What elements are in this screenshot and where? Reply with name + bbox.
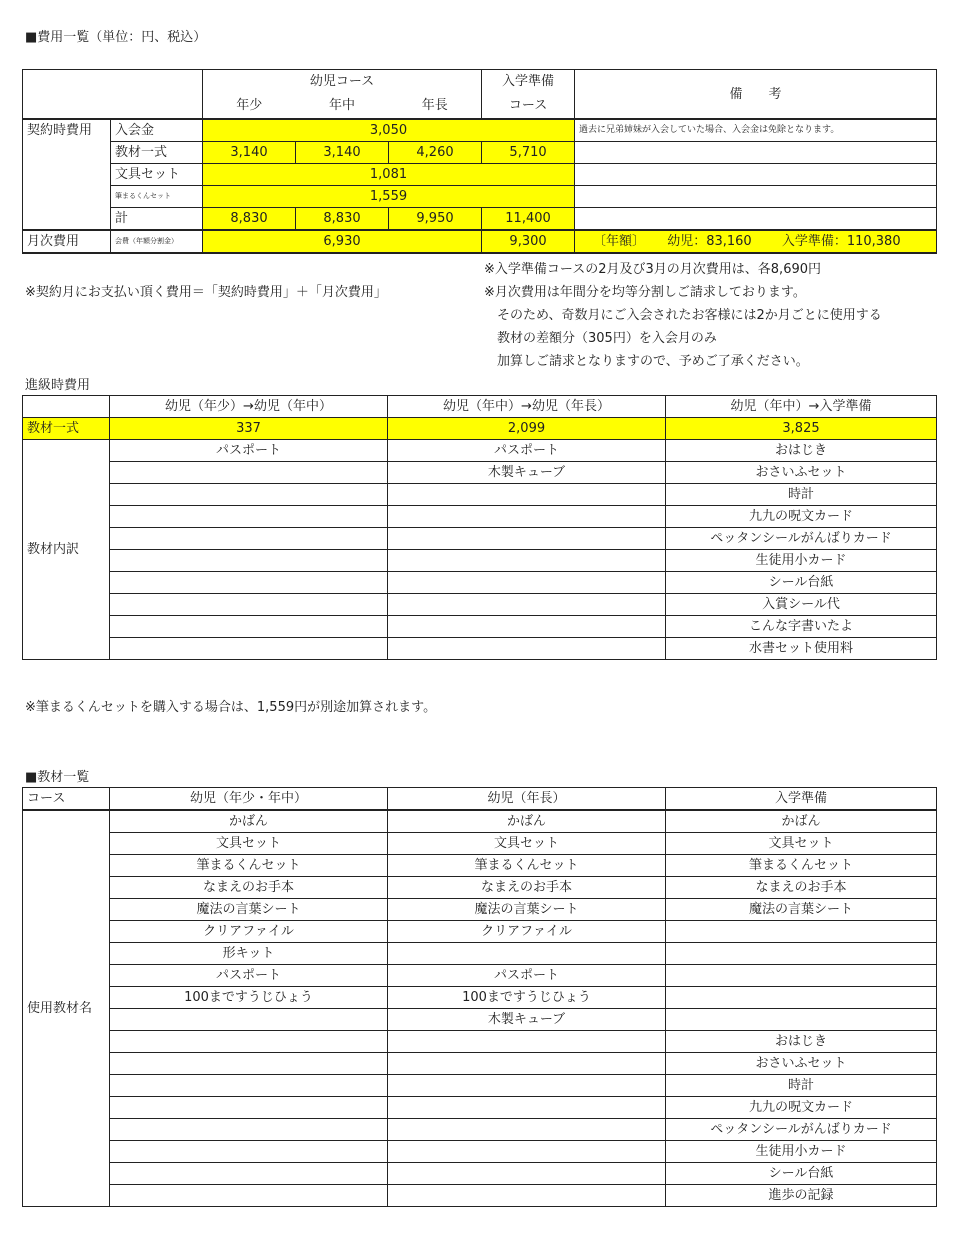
total-label: 計 [111,208,203,231]
materials-row-cell: 進歩の記録 [666,1185,937,1207]
promo-row [23,462,937,484]
promo-row-cell: 九九の呪文カード [666,506,937,528]
materials-table [22,787,937,1207]
materials-col-3: 入学準備 [666,788,937,811]
promo-table [22,395,937,660]
materials-row-cell: おさいふセット [666,1053,937,1075]
monthly-v1: 6,930 [203,230,482,253]
materials-row-cell: 筆まるくんセット [110,855,388,877]
materials-row-cell [110,1075,388,1097]
materials-row [23,1075,937,1097]
promo-set-2: 2,099 [388,418,666,440]
promo-row [23,528,937,550]
promo-row-cell [110,528,388,550]
promo-row [23,616,937,638]
year-junior: 年少 [203,94,296,119]
promo-row-cell [110,506,388,528]
note-4: そのため、奇数月にご入会されたお客様には2か月ごとに使用する [497,308,882,323]
materials-row-cell: 文具セット [388,833,666,855]
promo-col-1: 幼児（年少）→幼児（年中） [110,396,388,418]
promo-set-3: 3,825 [666,418,937,440]
materials-row-cell: おはじき [666,1031,937,1053]
fee-table [22,69,937,254]
promo-row-cell [110,462,388,484]
materials-label: 教材一式 [111,142,203,164]
materials-row-cell [110,1009,388,1031]
materials-row-cell [388,1097,666,1119]
materials-row-cell: 九九の呪文カード [666,1097,937,1119]
enroll-remark: 過去に兄弟姉妹が入会していた場合、入会金は免除となります。 [575,119,937,142]
materials-row-cell: なまえのお手本 [666,877,937,899]
materials-v3: 4,260 [389,142,482,164]
materials-row [23,943,937,965]
enroll-label: 入会金 [111,119,203,142]
header-empty [23,70,203,120]
materials-row-cell: パスポート [110,965,388,987]
promo-row-cell: シール台紙 [666,572,937,594]
used-materials-label: 使用教材名 [23,810,110,1207]
materials-v4: 5,710 [482,142,575,164]
materials-row [23,1141,937,1163]
materials-row-cell: 時計 [666,1075,937,1097]
year-senior: 年長 [389,94,482,119]
materials-row [23,987,937,1009]
promo-row [23,550,937,572]
materials-row-cell [666,1009,937,1031]
promo-row-cell: 生徒用小カード [666,550,937,572]
total-v3: 9,950 [389,208,482,231]
promo-row-cell: おはじき [666,440,937,462]
materials-row-cell [110,1031,388,1053]
promo-row-cell: おさいふセット [666,462,937,484]
materials-row-cell [666,943,937,965]
materials-row [23,810,937,833]
promo-row-cell [388,616,666,638]
materials-row-cell [110,1163,388,1185]
promo-row-cell [388,572,666,594]
fude-remark [575,186,937,208]
note-5: 教材の差額分（305円）を入会月のみ [497,331,717,346]
promo-row [23,440,937,462]
materials-row-cell: シール台紙 [666,1163,937,1185]
materials-row [23,877,937,899]
promo-row-cell [110,572,388,594]
promo-title: 進級時費用 [25,378,91,393]
stationery-remark [575,164,937,186]
materials-row-cell: かばん [388,810,666,833]
materials-row [23,1009,937,1031]
materials-row-cell: クリアファイル [110,921,388,943]
materials-row-cell [388,943,666,965]
promo-row-cell [110,594,388,616]
materials-row [23,855,937,877]
prep-header: 入学準備 [482,70,575,95]
materials-row-cell [388,1119,666,1141]
monthly-label: 月次費用 [23,230,111,253]
materials-row [23,833,937,855]
materials-row-cell: かばん [110,810,388,833]
materials-row-cell [388,1163,666,1185]
year-middle: 年中 [296,94,389,119]
materials-row-cell: 筆まるくんセット [388,855,666,877]
prep-header-course: コース [482,94,575,119]
materials-row-cell: 魔法の言葉シート [110,899,388,921]
promo-row-cell: 水書セット使用料 [666,638,937,660]
promo-row-cell [110,484,388,506]
promo-set-label: 教材一式 [23,418,110,440]
materials-row [23,1031,937,1053]
annual-prep: 入学準備：110,380 [781,234,901,249]
promo-row-cell [388,528,666,550]
materials-row-cell [666,987,937,1009]
fude-label: 筆まるくんセット [111,186,203,208]
course-label: コース [23,788,110,811]
promo-row-cell [110,616,388,638]
course-header: 幼児コース [203,70,482,95]
note-3: ※月次費用は年間分を均等分割しご請求しております。 [484,285,806,300]
materials-row [23,1119,937,1141]
materials-row-cell: 文具セット [666,833,937,855]
materials-row-cell [388,1031,666,1053]
promo-col-3: 幼児（年中）→入学準備 [666,396,937,418]
fees-title: ■費用一覧（単位：円、税込） [25,30,207,45]
materials-row-cell: なまえのお手本 [110,877,388,899]
promo-row [23,594,937,616]
promo-row-cell [388,506,666,528]
note-1: ※入学準備コースの2月及び3月の月次費用は、各8,690円 [484,262,822,277]
promo-row-cell: 時計 [666,484,937,506]
materials-row-cell: 魔法の言葉シート [666,899,937,921]
annual-child: 幼児：83,160 [667,234,752,249]
breakdown-label: 教材内訳 [23,440,110,660]
materials-remark [575,142,937,164]
promo-row-cell: 木製キューブ [388,462,666,484]
annual-label: 〔年額〕 [593,234,646,249]
promo-row [23,572,937,594]
materials-row-cell: 100まですうじひょう [110,987,388,1009]
materials-row-cell: ペッタンシールがんばりカード [666,1119,937,1141]
materials-row-cell [388,1185,666,1207]
promo-col-2: 幼児（年中）→幼児（年長） [388,396,666,418]
materials-row [23,1163,937,1185]
promo-row-cell: 入賞シール代 [666,594,937,616]
promo-row-cell [388,594,666,616]
promo-row-cell [388,638,666,660]
promo-row-cell: ペッタンシールがんばりカード [666,528,937,550]
promo-row-cell [110,638,388,660]
materials-row [23,1053,937,1075]
fude-value: 1,559 [203,186,575,208]
materials-row-cell: 筆まるくんセット [666,855,937,877]
promo-row [23,484,937,506]
materials-row-cell [666,965,937,987]
materials-row-cell [388,1075,666,1097]
materials-row-cell: 木製キューブ [388,1009,666,1031]
stationery-value: 1,081 [203,164,575,186]
materials-v2: 3,140 [296,142,389,164]
materials-title: ■教材一覧 [25,770,90,785]
enroll-value: 3,050 [203,119,575,142]
total-remark [575,208,937,231]
materials-row-cell: なまえのお手本 [388,877,666,899]
materials-row-cell: 魔法の言葉シート [388,899,666,921]
materials-row [23,1185,937,1207]
total-v2: 8,830 [296,208,389,231]
promo-footnote: ※筆まるくんセットを購入する場合は、1,559円が別途加算されます。 [25,700,437,715]
materials-row [23,899,937,921]
monthly-sub: 会費（年額分割金） [111,230,203,253]
materials-col-1: 幼児（年少・年中） [110,788,388,811]
promo-row [23,506,937,528]
promo-row-cell: パスポート [388,440,666,462]
materials-row-cell [110,1097,388,1119]
materials-v1: 3,140 [203,142,296,164]
materials-row [23,1097,937,1119]
materials-row-cell: 生徒用小カード [666,1141,937,1163]
total-v4: 11,400 [482,208,575,231]
materials-row-cell: パスポート [388,965,666,987]
materials-row [23,921,937,943]
promo-row-cell: パスポート [110,440,388,462]
materials-row [23,965,937,987]
promo-row-cell [110,550,388,572]
remarks-header: 備 考 [575,70,937,120]
promo-header-empty [23,396,110,418]
annual-cell [575,230,937,253]
materials-row-cell [666,921,937,943]
promo-row-cell [388,550,666,572]
materials-row-cell [388,1141,666,1163]
materials-row-cell [110,1185,388,1207]
materials-row-cell: 100まですうじひょう [388,987,666,1009]
contract-label: 契約時費用 [23,119,111,230]
materials-row-cell [110,1053,388,1075]
stationery-label: 文具セット [111,164,203,186]
monthly-v2: 9,300 [482,230,575,253]
materials-row-cell: クリアファイル [388,921,666,943]
materials-row-cell [388,1053,666,1075]
promo-set-1: 337 [110,418,388,440]
materials-row-cell [110,1119,388,1141]
promo-row-cell [388,484,666,506]
materials-row-cell: 文具セット [110,833,388,855]
promo-row-cell: こんな字書いたよ [666,616,937,638]
materials-row-cell [110,1141,388,1163]
note-2: ※契約月にお支払い頂く費用＝「契約時費用」＋「月次費用」 [25,285,387,300]
promo-row [23,638,937,660]
note-6: 加算しご請求となりますので、予めご了承ください。 [497,354,809,369]
total-v1: 8,830 [203,208,296,231]
materials-row-cell: 形キット [110,943,388,965]
materials-row-cell: かばん [666,810,937,833]
materials-col-2: 幼児（年長） [388,788,666,811]
